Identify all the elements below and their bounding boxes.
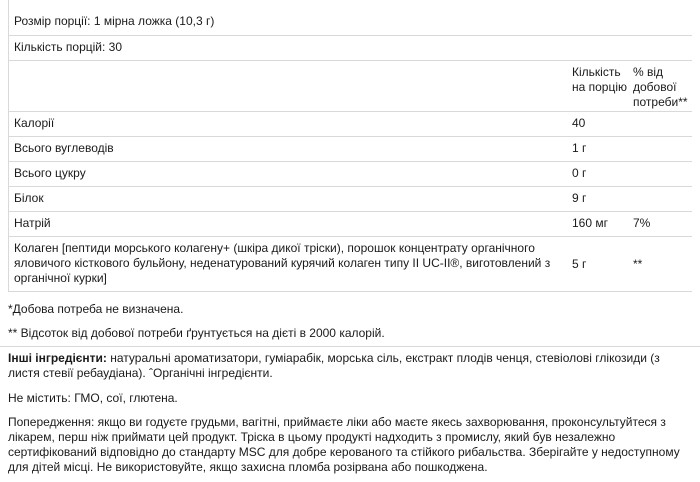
servings-per-container: Кількість порцій: 30 (14, 40, 123, 54)
nutrient-name: Всього цукру (14, 166, 86, 180)
header-daily-value: % від добової потреби** (633, 65, 688, 109)
divider (8, 60, 692, 61)
warning: Попередження: якщо ви годуєте грудьми, вагітні, приймаєте ліки або маєте якесь захворювання, проконсультуйтеся з лікарем, перш ніж приймати цей продукт. Тріска в цьому продукті надходить з промислу, який був незалежно сертифікований відповідно до стандарту MSC для добре керованого та стійкого рибальства. Зберігайте у недоступному для дітей місці. Не використовуйте, якщо захисна пломба розірвана або пошкоджена. (8, 415, 680, 474)
divider (8, 291, 692, 292)
serving-size: Розмір порції: 1 мірна ложка (10,3 г) (14, 14, 215, 28)
divider (0, 346, 700, 347)
nutrient-name: Калорії (14, 116, 55, 130)
footnote-undetermined: *Добова потреба не визначена. (8, 302, 184, 316)
divider (8, 211, 692, 212)
divider (8, 35, 692, 36)
other-ingredients (8, 351, 692, 381)
header-amount: Кількість на порцію (572, 65, 628, 94)
divider (8, 136, 692, 137)
divider (8, 111, 692, 112)
nutrient-daily-value: 7% (633, 216, 651, 230)
nutrient-amount: 1 г (572, 141, 587, 155)
nutrient-amount: 9 г (572, 191, 587, 205)
footnote-daily-value: ** Відсоток від добової потреби ґрунтується на дієті в 2000 калорій. (8, 326, 385, 340)
nutrient-amount: 40 (572, 116, 586, 130)
nutrient-name: Натрій (14, 216, 51, 230)
nutrient-amount: 160 мг (572, 216, 608, 230)
divider (8, 186, 692, 187)
collagen-name: Колаген [пептиди морського колагену+ (шкіра дикої тріски), порошок концентрату органічного яловичого кісткового бульйону, неденатурований курячий колаген типу II UC-II®, виготовлений з органічної курки] (14, 241, 551, 285)
table-left-border (8, 0, 9, 292)
other-ingredients-text: натуральні ароматизатори, гуміарабік, морська сіль, екстракт плодів ченця, стевіолові глікозиди (з листя стевії ребаудіана). ˆОрганічні інгредієнти. (8, 351, 660, 380)
collagen-amount: 5 г (572, 257, 587, 271)
collagen-daily-value: ** (633, 257, 643, 271)
divider (8, 161, 692, 162)
free-from: Не містить: ГМО, сої, глютена. (8, 391, 178, 405)
other-ingredients-label: Інші інгредієнти: (8, 351, 107, 365)
nutrient-amount: 0 г (572, 166, 587, 180)
divider (8, 236, 692, 237)
nutrient-name: Білок (14, 191, 44, 205)
nutrient-name: Всього вуглеводів (14, 141, 114, 155)
